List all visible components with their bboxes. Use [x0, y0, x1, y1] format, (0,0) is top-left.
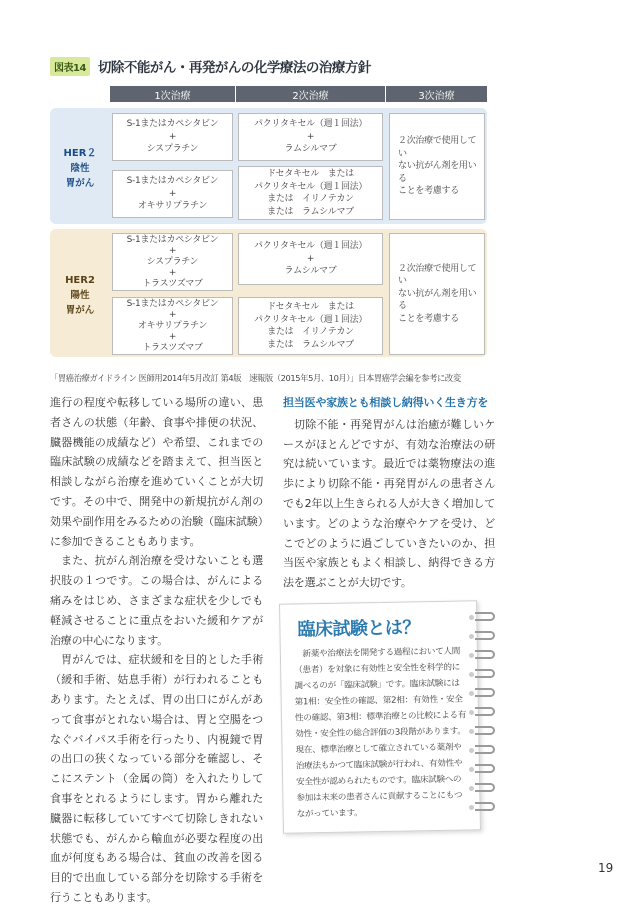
body-paragraph: 胃がんでは、症状緩和を目的とした手術（緩和手術、姑息手術）が行われることもあります。たとえば、胃の出口にがんがあって食事がとれない場合は、胃と空腸をつなぐバイパス手術を行ったり、内視鏡で胃の出口の狭くなっている部分を確認し、そこにステント（金属の筒）を入れたりして食事をとれるようにします。胃から離れた臓器に転移していてすべて切除しきれない状態でも、がんから輸血が必要な程度の出血が何度もある場合は、貧血の改善を図る目的で出血している部分を切除する手術を行うこともあります。	[50, 653, 263, 904]
binding-ring-icon	[475, 745, 495, 754]
regimen-text: または ラムシルマブ	[267, 206, 354, 217]
binding-ring-icon	[475, 764, 495, 773]
regimen-text: ドセタキセル または	[267, 169, 354, 179]
third-line-text: ない抗がん剤を用いる	[398, 161, 477, 184]
binding-ring-icon	[475, 669, 495, 678]
her2-pos-second-line-regimen-2	[238, 297, 383, 355]
regimen-text: +	[306, 253, 315, 264]
regimen-text: +	[168, 267, 177, 278]
regimen-text: パクリタキセル（週１回法）	[253, 181, 368, 192]
regimen-text: ラムシルマブ	[284, 266, 337, 277]
binding-ring-icon	[475, 783, 495, 792]
section-heading: 担当医や家族とも相談し納得いく生き方を	[283, 396, 489, 409]
binding-ring-icon	[475, 707, 495, 716]
regimen-text: +	[168, 131, 177, 142]
body-paragraph: 切除不能・再発胃がんは治癒が難しいケースがほとんどですが、有効な治療法の研究は続いています。最近では薬物療法の進歩により切除不能・再発胃がんの患者さんでも2年以上生きられる人が大きく増加しています。どのような治療やケアを受け、どこでどのように過ごしていきたいのか、担当医や家族ともよく相談し、納得できる方法を選ぶことが大切です。	[283, 417, 495, 590]
binding-ring-icon	[475, 631, 495, 640]
her2-pos-first-line-regimen-2	[112, 297, 233, 355]
her2-positive-heading	[50, 273, 110, 318]
her2-pos-third-line	[389, 233, 485, 355]
regimen-text: +	[168, 331, 177, 342]
binding-ring-icon	[475, 726, 495, 735]
regimen-text: または イリノテカン	[267, 327, 354, 337]
third-line-text: ことを考慮する	[398, 313, 459, 324]
regimen-text: S-1またはカペシタビン	[126, 176, 219, 187]
regimen-text: S-1またはカペシタビン	[126, 298, 219, 309]
note-title: 臨床試験とは？	[297, 617, 421, 641]
body-paragraph: また、抗がん剤治療を受けないことも選択肢の１つです。この場合は、がんによる痛みをはじめ、さまざまな症状を少しでも軽減させることに重点をおいた緩和ケアが治療の中心になります。	[50, 554, 263, 647]
binding-ring-icon	[475, 612, 495, 621]
her2-positive-heading-line3: 胃がん	[65, 305, 95, 316]
regimen-text: パクリタキセル（週１回法）	[253, 241, 368, 252]
column-header-second-line: 2次治療	[236, 86, 385, 102]
her2-neg-first-line-regimen-1	[112, 113, 233, 161]
binding-ring-icon	[475, 802, 495, 811]
regimen-text: トラスツズマブ	[142, 278, 203, 289]
regimen-text: シスプラチン	[146, 144, 199, 155]
left-body-column	[50, 393, 263, 908]
her2-negative-heading-line3: 胃がん	[65, 178, 95, 189]
spiral-binding	[475, 612, 497, 821]
regimen-text: トラスツズマブ	[142, 342, 203, 353]
figure-title: 切除不能がん・再発がんの化学療法の治療方針	[97, 60, 371, 76]
third-line-text: ことを考慮する	[398, 186, 459, 197]
regimen-text: シスプラチン	[146, 256, 199, 267]
her2-neg-first-line-regimen-2	[112, 170, 233, 218]
third-line-text: ない抗がん剤を用いる	[398, 288, 477, 312]
her2-negative-heading	[50, 146, 110, 191]
her2-negative-heading-line2: 陰性	[70, 163, 90, 174]
regimen-text: S-1またはカペシタビン	[126, 119, 219, 130]
regimen-text: または ラムシルマブ	[267, 339, 354, 350]
regimen-text: オキサリプラチン	[137, 320, 208, 331]
column-header-third-line: 3次治療	[386, 86, 487, 102]
her2-neg-third-line	[389, 113, 485, 220]
clinical-trial-note-card	[279, 600, 481, 833]
her2-pos-first-line-regimen-1	[112, 233, 233, 291]
binding-ring-icon	[475, 688, 495, 697]
regimen-text: +	[168, 245, 177, 256]
figure-header	[50, 56, 371, 76]
regimen-text: または イリノテカン	[267, 194, 354, 204]
regimen-text: +	[168, 309, 177, 320]
her2-positive-heading-line1: HER2	[65, 275, 95, 286]
regimen-text: +	[168, 188, 177, 199]
regimen-text: パクリタキセル（週１回法）	[253, 314, 368, 325]
regimen-text: パクリタキセル（週１回法）	[253, 119, 368, 130]
third-line-text: ２次治療で使用してい	[398, 136, 477, 159]
her2-pos-second-line-regimen-1	[238, 233, 383, 285]
her2-neg-second-line-regimen-1	[238, 113, 383, 161]
binding-ring-icon	[475, 650, 495, 659]
regimen-text: ラムシルマブ	[284, 144, 337, 155]
column-header-first-line: 1次治療	[110, 86, 235, 102]
regimen-text: ドセタキセル または	[267, 302, 354, 312]
her2-positive-heading-line2: 陽性	[70, 290, 90, 301]
page-number: 19	[598, 861, 614, 875]
regimen-text: オキサリプラチン	[137, 201, 208, 212]
her2-negative-heading-line1: HER２	[63, 148, 97, 159]
regimen-text: S-1またはカペシタビン	[126, 234, 219, 245]
third-line-text: ２次治療で使用してい	[398, 263, 477, 287]
her2-neg-second-line-regimen-2	[238, 166, 383, 220]
note-text: 新薬や治療法を開発する過程において人間（患者）を対象に有効性と安全性を科学的に調べるのが「臨床試験」です。臨床試験には第1相：安全性の確認、第2相：有効性・安全性の確認、第3相：標準治療との比較による有効性・安全性の総合評価の3段階があります。現在、標準治療として確立されている薬剤や治療法もかつて臨床試験が行われ、有効性や安全性が認められたものです。臨床試験への参加は未来の患者さんに貢献することにもつながっています。	[294, 646, 467, 820]
right-body-column	[283, 393, 495, 593]
figure-label: 図表14	[50, 57, 90, 76]
figure-source-note: 「胃癌治療ガイドライン 医師用2014年5月改訂 第4版 速報版（2015年5月、10月）」日本胃癌学会編を参考に改変	[50, 373, 461, 383]
regimen-text: +	[306, 131, 315, 142]
body-paragraph: 進行の程度や転移している場所の違い、患者さんの状態（年齢、食事や排便の状況、臓器機能の成績など）や希望、これまでの臨床試験の成績などを踏まえて、担当医と相談しながら治療を進めていくことが大切です。その中で、開発中の新規抗がん剤の効果や副作用をみるための治験（臨床試験）に参加できることもあります。	[50, 396, 263, 548]
